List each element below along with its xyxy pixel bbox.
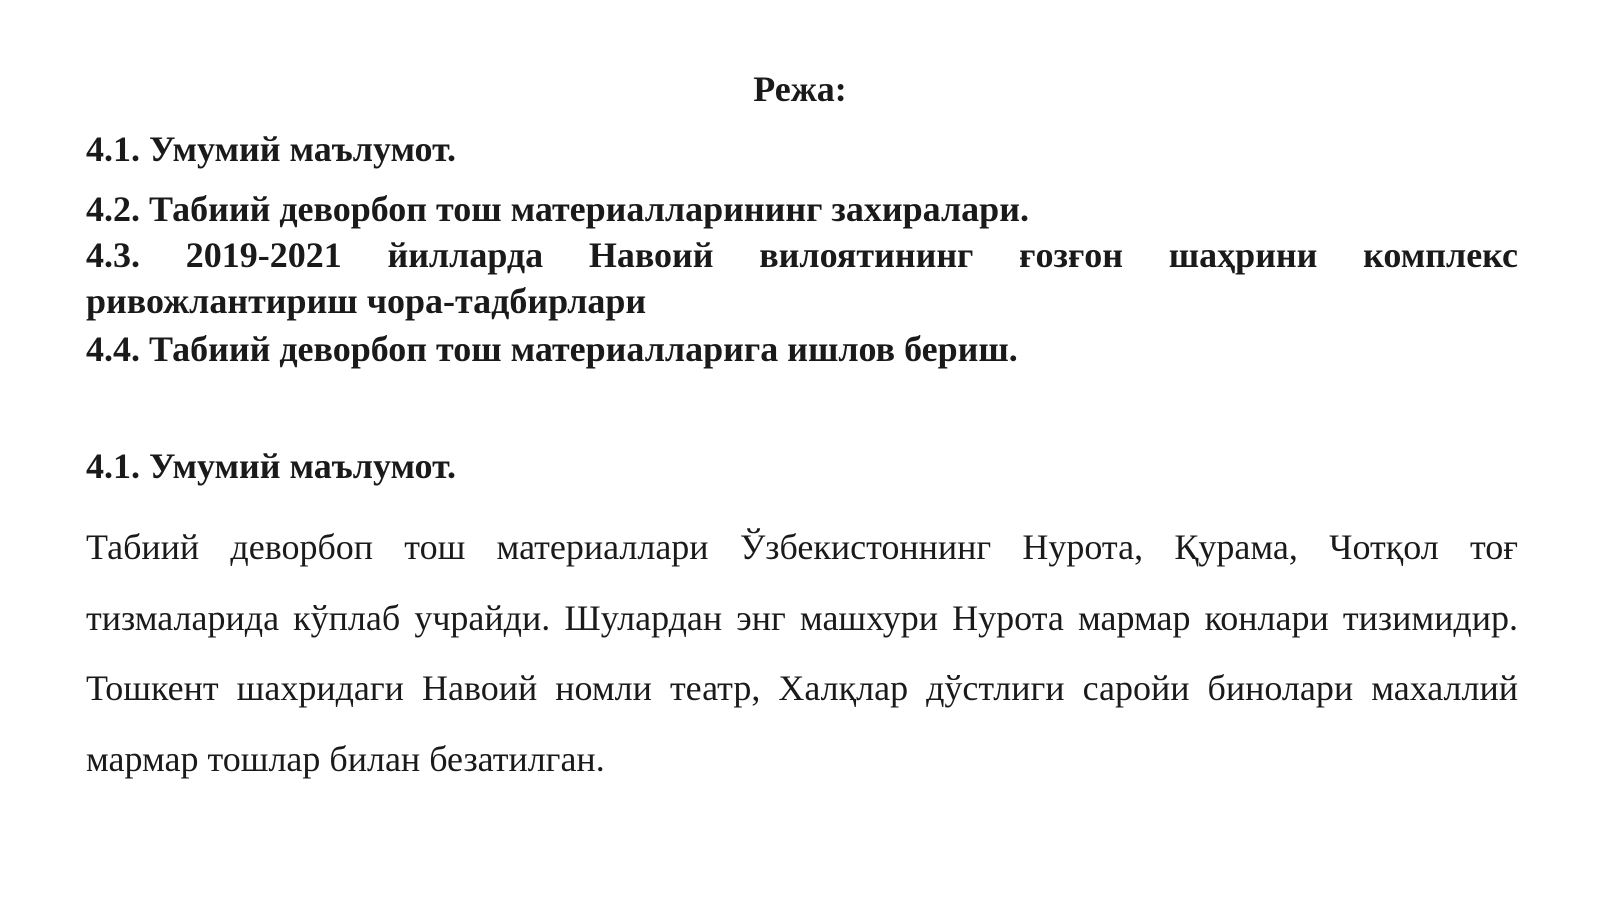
slide-title: Режа:	[753, 69, 847, 109]
body-paragraph: Табиий деворбоп тош материаллари Ўзбекистоннинг Нурота, Қурама, Чотқол тоғ тизмаларида кўплаб учрайди. Шулардан энг машхури Нурота мармар конлари тизимидир. Тошкент шахридаги Навоий номли театр, Халқлар дўстлиги саройи бинолари махаллий мармар тошлар билан безатилган.	[86, 527, 1518, 779]
outline-item-4: 4.4. Табиий деворбоп тош материалларига ишлов бериш.	[86, 329, 1018, 369]
section-heading: 4.1. Умумий маълумот.	[86, 446, 457, 486]
outline-item-3: 4.3. 2019-2021 йилларда Навоий вилоятининг ғозғон шаҳрини комплекс ривожлантириш чора-тадбирлари	[86, 235, 1518, 321]
outline-item-1: 4.1. Умумий маълумот.	[86, 129, 457, 169]
outline-item-2: 4.2. Табиий деворбоп тош материалларининг захиралари.	[86, 189, 1029, 229]
